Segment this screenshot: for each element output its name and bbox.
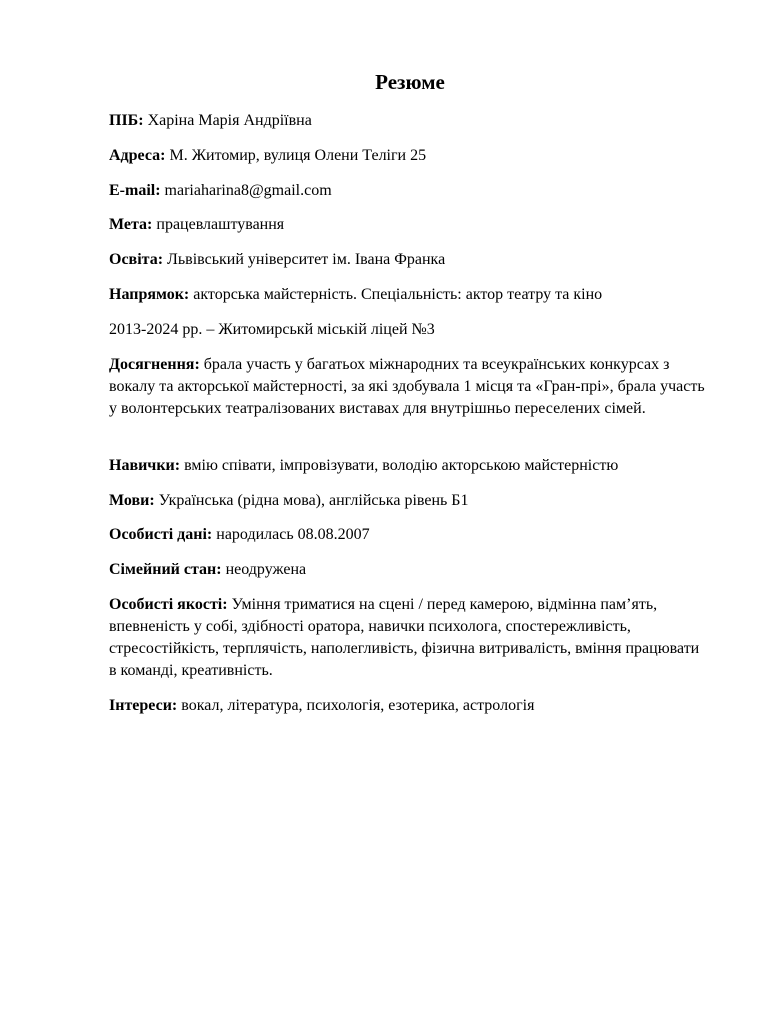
full-name-field [109, 110, 709, 132]
address-field [109, 145, 709, 167]
school-field [109, 319, 709, 341]
interests-value: вокал, література, психологія, езотерика, астрологія [181, 697, 535, 714]
goal-field [109, 214, 709, 236]
achievements-field [109, 354, 709, 420]
languages-label: Мови: [109, 492, 155, 509]
goal-value: працевлаштування [156, 216, 285, 233]
full-name-value: Харіна Марія Андріївна [147, 112, 312, 129]
education-field [109, 249, 709, 271]
interests-label: Інтереси: [109, 697, 178, 714]
education-label: Освіта: [109, 251, 164, 268]
email-value: mariaharina8@gmail.com [164, 182, 332, 199]
marital-status-field [109, 559, 709, 581]
achievements-value: брала участь у багатьох міжнародних та всеукраїнських конкурсах з вокалу та акторської майстерності, за які здобувала 1 місця та «Гран-прі», брала участь у волонтерських театралізованих виставах для внутрішньо переселених сімей. [109, 356, 705, 417]
email-field [109, 180, 709, 202]
major-field [109, 284, 709, 306]
full-name-label: ПІБ: [109, 112, 144, 129]
address-label: Адреса: [109, 147, 166, 164]
goal-label: Мета: [109, 216, 153, 233]
achievements-label: Досягнення: [109, 356, 200, 373]
personal-data-field [109, 524, 709, 546]
languages-value: Українська (рідна мова), англійська рівень Б1 [158, 492, 469, 509]
skills-label: Навички: [109, 457, 181, 474]
school-value: 2013-2024 рр. – Житомирськй міській ліцей №3 [109, 321, 435, 338]
address-value: М. Житомир, вулиця Олени Теліги 25 [169, 147, 427, 164]
email-label: E-mail: [109, 182, 161, 199]
skills-field [109, 455, 709, 477]
personal-data-value: народилась 08.08.2007 [216, 526, 370, 543]
marital-status-value: неодружена [225, 561, 307, 578]
interests-field [109, 695, 709, 717]
major-value: акторська майстерність. Спеціальність: актор театру та кіно [193, 286, 603, 303]
skills-value: вмію співати, імпровізувати, володію акторською майстерністю [184, 457, 619, 474]
marital-status-label: Сімейний стан: [109, 561, 222, 578]
personal-qualities-value: Уміння триматися на сцені / перед камерою, відмінна пам’ять, впевненість у собі, здібності оратора, навички психолога, спостережливість, стресостійкість, терплячість, наполегливість, фізична витривалість, вміння працювати в команді, креативність. [109, 596, 700, 679]
resume-title: Резюме [375, 70, 445, 94]
education-value: Львівський університет ім. Івана Франка [167, 251, 446, 268]
personal-data-label: Особисті дані: [109, 526, 213, 543]
languages-field [109, 490, 709, 512]
major-label: Напрямок: [109, 286, 190, 303]
personal-qualities-field [109, 594, 709, 682]
personal-qualities-label: Особисті якості: [109, 596, 228, 613]
